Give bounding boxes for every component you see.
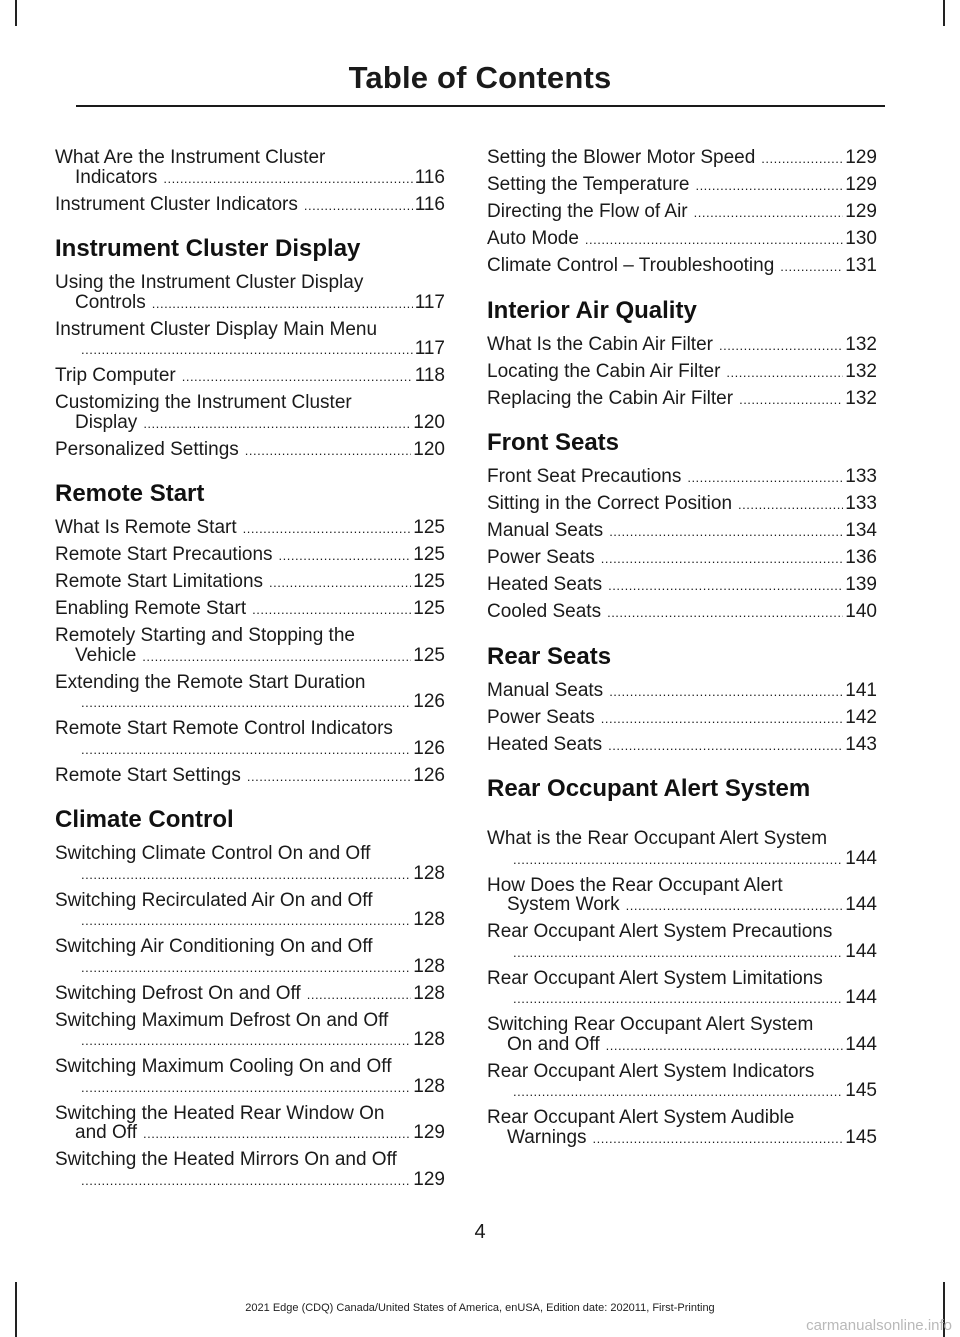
dot-leader [695,176,843,196]
toc-entry[interactable] [487,175,877,196]
toc-entry-title: What is the Rear Occupant Alert System [487,828,828,849]
toc-entry[interactable] [487,1108,877,1148]
toc-entry-title: Locating the Cabin Air Filter [487,360,721,382]
toc-entry-page: 131 [845,255,877,276]
toc-entry-page: 139 [845,574,877,595]
toc-entry-page: 141 [845,679,877,701]
dot-leader [279,546,412,566]
crop-mark-top-right [943,0,945,26]
toc-entry-title: Manual Seats [487,520,604,541]
toc-entry[interactable] [55,1104,445,1144]
dot-leader [608,736,843,756]
toc-entry[interactable] [55,1057,445,1097]
toc-entry[interactable] [487,256,877,277]
toc-entry-page: 128 [413,862,445,884]
toc-entry[interactable] [55,1150,445,1190]
dot-leader [513,989,843,1009]
toc-entry-page: 117 [414,338,445,359]
toc-entry[interactable] [55,440,445,461]
dot-leader [694,203,844,223]
toc-entry-title: Heated Seats [487,733,603,755]
toc-entry-title: Controls [75,291,146,313]
toc-entry-page: 134 [845,520,877,541]
toc-entry-page: 144 [845,940,877,962]
dot-leader [81,693,411,713]
toc-entry-title: Power Seats [487,706,595,728]
toc-entry-page: 145 [845,1080,877,1101]
header-divider [76,105,885,107]
toc-entry-page: 120 [413,411,445,433]
toc-entry[interactable] [487,922,877,962]
toc-entry[interactable] [55,320,445,360]
toc-entry[interactable] [55,366,445,387]
dot-leader [269,573,411,593]
toc-entry-page: 144 [845,894,877,915]
dot-leader [182,367,413,387]
section-heading: Climate Control [55,806,234,833]
toc-entry-title: Rear Occupant Alert System Audible [487,1107,795,1128]
toc-entry-page: 128 [413,1075,445,1097]
toc-entry[interactable] [487,362,877,383]
toc-entry-title: Replacing the Cabin Air Filter [487,387,734,409]
toc-entry-page: 144 [845,1033,877,1055]
dot-leader [606,1036,844,1056]
toc-entry-title: Display [75,411,138,433]
toc-entry-page: 125 [413,517,445,538]
toc-entry[interactable] [487,575,877,596]
toc-entry-title: Setting the Temperature [487,174,690,195]
toc-entry-page: 129 [845,174,877,195]
toc-entry[interactable] [55,766,445,787]
toc-entry[interactable] [55,148,445,188]
dot-leader [726,363,843,383]
toc-entry-page: 120 [413,438,445,460]
toc-entry-title: Warnings [507,1126,587,1148]
toc-entry[interactable] [55,545,445,566]
toc-entry-page: 128 [413,955,445,977]
dot-leader [304,196,413,216]
toc-entry-page: 136 [845,547,877,568]
toc-entry-page: 118 [414,365,445,386]
dot-leader [601,549,844,569]
toc-entry[interactable] [55,393,445,433]
toc-entry-title: Sitting in the Correct Position [487,493,733,514]
dot-leader [81,865,411,885]
toc-entry-title: Climate Control – Troubleshooting [487,255,775,276]
toc-entry-page: 144 [845,847,877,869]
toc-entry-title: On and Off [507,1033,600,1055]
toc-entry-title: and Off [75,1122,137,1143]
toc-entry-title: Remotely Starting and Stopping the [55,625,355,646]
dot-leader [585,230,843,250]
toc-entry-title: Switching Maximum Cooling On and Off [55,1056,392,1077]
toc-entry-page: 132 [845,360,877,382]
toc-entry-page: 116 [414,193,445,215]
toc-entry[interactable] [487,708,877,729]
toc-entry-title: Personalized Settings [55,438,239,460]
dot-leader [513,1082,843,1102]
toc-entry-page: 133 [845,466,877,487]
section-heading: Interior Air Quality [487,296,697,324]
toc-entry-page: 128 [413,982,445,1004]
toc-entry[interactable] [55,518,445,539]
toc-entry[interactable] [487,602,877,623]
dot-leader [601,709,844,729]
toc-entry-title: Switching Recirculated Air On and Off [55,889,373,911]
dot-leader [81,911,411,931]
toc-entry-title: Enabling Remote Start [55,598,247,619]
toc-entry-title: How Does the Rear Occupant Alert [487,874,783,896]
toc-entry[interactable] [487,548,877,569]
toc-entry-title: Switching the Heated Mirrors On and Off [55,1149,397,1170]
toc-entry[interactable] [55,844,445,884]
toc-entry[interactable] [487,148,877,169]
toc-entry-page: 125 [413,544,445,565]
dot-leader [719,336,843,356]
toc-entry-page: 145 [845,1126,877,1148]
dot-leader [513,850,843,870]
toc-entry-title: Power Seats [487,547,595,568]
toc-entry-title: System Work [507,894,620,915]
dot-leader [143,414,411,434]
toc-entry-page: 142 [845,706,877,728]
dot-leader [81,740,411,760]
dot-leader [81,1078,411,1098]
toc-entry-title: Remote Start Limitations [55,571,264,592]
dot-leader [81,1171,411,1191]
crop-mark-top-left [15,0,17,26]
toc-entry-title: Customizing the Instrument Cluster [55,392,352,413]
toc-entry-title: Remote Start Precautions [55,544,273,565]
section-heading: Front Seats [487,429,620,456]
toc-entry-page: 126 [413,764,445,786]
toc-entry-title: Using the Instrument Cluster Display [55,272,364,293]
toc-entry-page: 132 [845,333,877,355]
dot-leader [142,647,411,667]
toc-entry[interactable] [55,572,445,593]
toc-entry[interactable] [55,937,445,977]
toc-entry-page: 125 [413,571,445,592]
toc-entry-title: Remote Start Remote Control Indicators [55,718,393,739]
toc-entry-page: 143 [845,733,877,755]
toc-entry-page: 132 [845,387,877,409]
toc-entry-title: Setting the Blower Motor Speed [487,147,756,168]
toc-entry[interactable] [55,673,445,713]
toc-entry[interactable] [487,494,877,515]
toc-entry-page: 125 [413,598,445,619]
toc-entry-title: Instrument Cluster Display Main Menu [55,318,378,340]
toc-entry-title: Switching Air Conditioning On and Off [55,936,373,957]
toc-entry-title: Rear Occupant Alert System Limitations [487,967,823,989]
toc-entry-page: 128 [413,1029,445,1050]
toc-entry-page: 128 [413,909,445,930]
toc-entry[interactable] [487,389,877,410]
dot-leader [307,985,412,1005]
dot-leader [607,603,843,623]
section-heading: Rear Seats [487,642,612,670]
dot-leader [738,495,843,515]
dot-leader [626,896,844,916]
toc-entry-title: Remote Start Settings [55,764,241,786]
toc-entry-title: Extending the Remote Start Duration [55,671,366,693]
edition-footer: 2021 Edge (CDQ) Canada/United States of America, enUSA, Edition date: 202011, First-Printing [245,1302,715,1314]
toc-entry[interactable] [55,273,445,313]
toc-entry-page: 133 [845,493,877,514]
toc-entry-title: Switching Climate Control On and Off [55,843,371,864]
toc-entry-title: Rear Occupant Alert System Precautions [487,921,833,942]
dot-leader [780,257,843,277]
toc-entry[interactable] [487,829,877,869]
dot-leader [243,519,412,539]
toc-entry[interactable] [487,876,877,916]
dot-leader [247,767,411,787]
toc-entry[interactable] [487,202,877,223]
dot-leader [739,390,843,410]
toc-entry-title: Switching the Heated Rear Window On [55,1102,385,1124]
dot-leader [609,682,843,702]
toc-entry[interactable] [55,626,445,666]
toc-entry[interactable] [55,599,445,620]
dot-leader [143,1124,411,1144]
watermark: carmanualsonline.info [806,1317,952,1334]
toc-entry-page: 125 [413,644,445,666]
toc-entry[interactable] [487,1062,877,1102]
toc-entry-title: Directing the Flow of Air [487,201,688,222]
page-number: 4 [474,1221,486,1243]
toc-entry-title: Trip Computer [55,365,176,386]
toc-entry-page: 129 [413,1168,445,1190]
dot-leader [513,943,843,963]
section-heading: Rear Occupant Alert System [487,775,811,802]
toc-entry-page: 126 [413,691,445,712]
toc-entry[interactable] [487,335,877,356]
section-heading: Instrument Cluster Display [55,235,361,262]
toc-entry[interactable] [55,195,445,216]
toc-entry[interactable] [55,719,445,759]
toc-entry[interactable] [487,969,877,1009]
dot-leader [245,441,412,461]
toc-entry[interactable] [487,229,877,250]
dot-leader [152,294,413,314]
toc-entry-page: 129 [845,147,877,168]
dot-leader [81,958,411,978]
toc-right-column [487,148,877,1155]
dot-leader [761,149,843,169]
dot-leader [163,169,412,189]
toc-entry-title: Switching Rear Occupant Alert System [487,1014,814,1035]
toc-entry-title: What Is the Cabin Air Filter [487,333,713,355]
toc-entry-title: Front Seat Precautions [487,466,682,487]
toc-entry[interactable] [55,1011,445,1051]
dot-leader [593,1129,844,1149]
dot-leader [81,340,413,360]
toc-entry-title: Heated Seats [487,574,603,595]
toc-entry-page: 130 [845,228,877,249]
toc-entry-title: Cooled Seats [487,601,602,622]
toc-entry-title: Switching Defrost On and Off [55,982,301,1004]
toc-entry-title: Instrument Cluster Indicators [55,193,298,215]
dot-leader [687,468,843,488]
toc-entry[interactable] [487,1015,877,1055]
toc-entry[interactable] [487,467,877,488]
toc-entry-title: What Is Remote Start [55,517,237,538]
toc-entry[interactable] [487,681,877,702]
toc-entry-title: Vehicle [75,644,137,666]
toc-entry-title: Rear Occupant Alert System Indicators [487,1060,815,1082]
toc-entry-page: 144 [845,987,877,1008]
toc-entry-title: Auto Mode [487,228,579,249]
toc-entry-page: 140 [845,601,877,622]
toc-entry-page: 129 [413,1122,445,1143]
toc-entry-title: What Are the Instrument Cluster [55,147,326,168]
dot-leader [609,522,843,542]
toc-entry-page: 117 [414,291,445,313]
toc-entry-title: Switching Maximum Defrost On and Off [55,1009,389,1031]
toc-entry[interactable] [487,521,877,542]
section-heading: Remote Start [55,480,205,507]
dot-leader [608,576,843,596]
toc-entry[interactable] [55,984,445,1005]
toc-entry-page: 129 [845,201,877,222]
toc-left-column [55,148,445,1197]
toc-entry[interactable] [487,735,877,756]
dot-leader [252,600,411,620]
toc-entry-title: Indicators [75,166,158,188]
toc-entry-page: 116 [414,166,445,188]
dot-leader [81,1031,411,1051]
toc-entry[interactable] [55,891,445,931]
toc-entry-page: 126 [413,737,445,759]
toc-entry-title: Manual Seats [487,679,604,701]
page-title: Table of Contents [348,60,612,95]
